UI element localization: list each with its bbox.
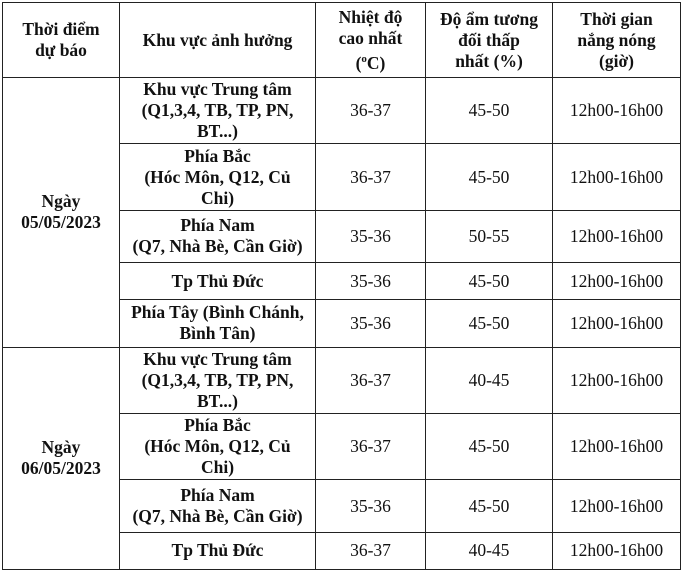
min-humidity-cell: 45-50 [426,263,553,300]
sunshine-hours-cell: 12h00-16h00 [553,532,681,569]
affected-area-cell: Phía Bắc (Hóc Môn, Q12, Củ Chi) [120,413,316,479]
forecast-date-cell: Ngày 05/05/2023 [3,78,120,348]
forecast-date-cell: Ngày 06/05/2023 [3,347,120,569]
sunshine-hours-cell: 12h00-16h00 [553,263,681,300]
min-humidity-cell: 45-50 [426,480,553,532]
affected-area-cell: Phía Bắc (Hóc Môn, Q12, Củ Chi) [120,144,316,210]
min-humidity-cell: 45-50 [426,78,553,144]
max-temperature-cell: 35-36 [316,263,426,300]
max-temperature-cell: 35-36 [316,480,426,532]
min-humidity-cell: 50-55 [426,210,553,262]
sunshine-hours-cell: 12h00-16h00 [553,413,681,479]
header-forecast-time: Thời điểm dự báo [3,3,120,78]
sunshine-hours-cell: 12h00-16h00 [553,144,681,210]
header-affected-area: Khu vực ảnh hưởng [120,3,316,78]
header-row [3,3,681,78]
max-temperature-cell: 35-36 [316,300,426,347]
table-row [3,78,681,144]
affected-area-cell: Khu vực Trung tâm (Q1,3,4, TB, TP, PN, BT...) [120,78,316,144]
max-temperature-cell: 35-36 [316,210,426,262]
sunshine-hours-cell: 12h00-16h00 [553,300,681,347]
header-max-temperature: Nhiệt độ cao nhất ($^o$C) [316,3,426,78]
affected-area-cell: Tp Thủ Đức [120,532,316,569]
sunshine-hours-cell: 12h00-16h00 [553,347,681,413]
header-sunshine-hours: Thời gian nắng nóng (giờ) [553,3,681,78]
max-temperature-cell: 36-37 [316,347,426,413]
max-temperature-cell: 36-37 [316,532,426,569]
table-row [3,347,681,413]
affected-area-cell: Phía Nam (Q7, Nhà Bè, Cần Giờ) [120,480,316,532]
sunshine-hours-cell: 12h00-16h00 [553,78,681,144]
sunshine-hours-cell: 12h00-16h00 [553,480,681,532]
header-min-humidity: Độ ẩm tương đối thấp nhất (%) [426,3,553,78]
affected-area-cell: Phía Tây (Bình Chánh, Bình Tân) [120,300,316,347]
min-humidity-cell: 45-50 [426,144,553,210]
forecast-table [2,2,681,570]
affected-area-cell: Tp Thủ Đức [120,263,316,300]
forecast-body [3,78,681,570]
max-temperature-cell: 36-37 [316,144,426,210]
max-temperature-cell: 36-37 [316,413,426,479]
max-temperature-cell: 36-37 [316,78,426,144]
sunshine-hours-cell: 12h00-16h00 [553,210,681,262]
min-humidity-cell: 40-45 [426,347,553,413]
min-humidity-cell: 45-50 [426,413,553,479]
affected-area-cell: Phía Nam (Q7, Nhà Bè, Cần Giờ) [120,210,316,262]
affected-area-cell: Khu vực Trung tâm (Q1,3,4, TB, TP, PN, BT...) [120,347,316,413]
min-humidity-cell: 45-50 [426,300,553,347]
min-humidity-cell: 40-45 [426,532,553,569]
